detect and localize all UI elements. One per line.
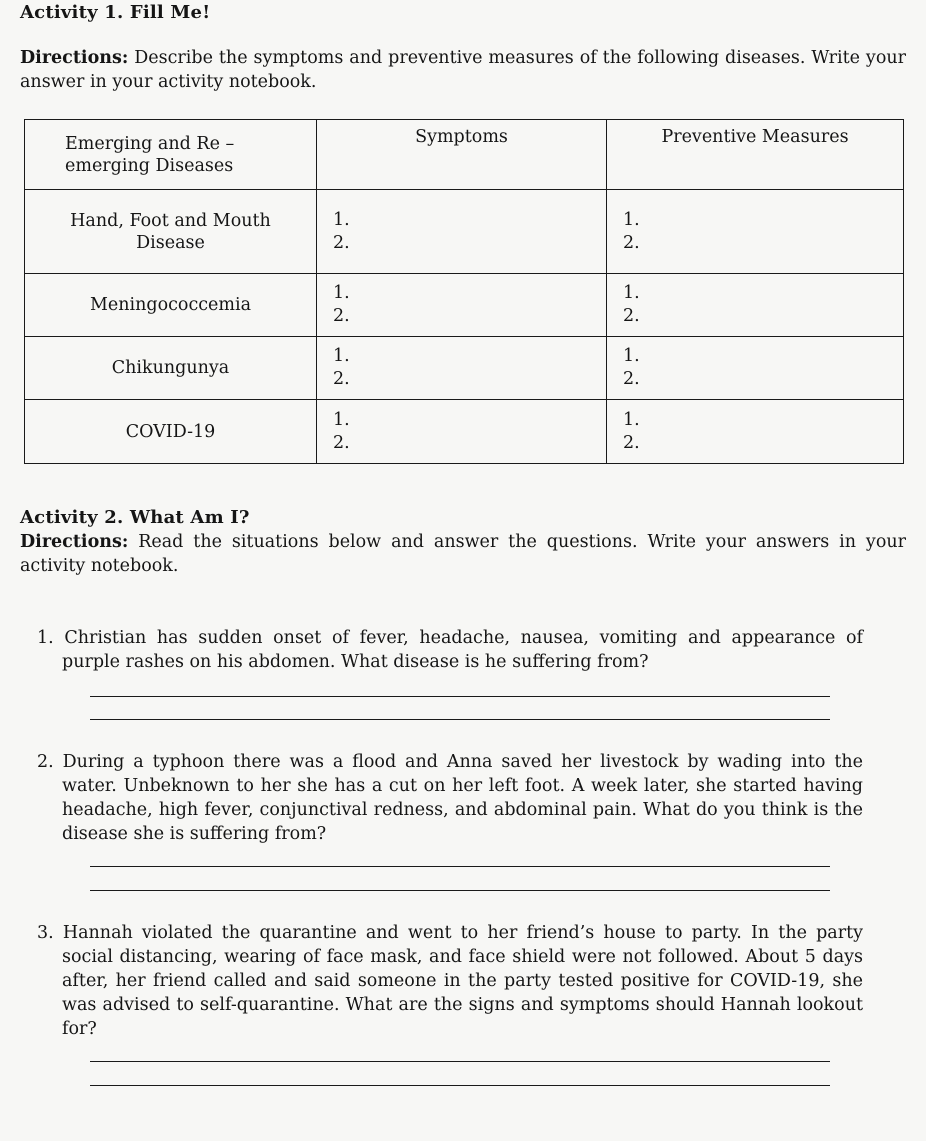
preventive-line: 2. [623, 369, 640, 389]
header-preventive: Preventive Measures [607, 120, 904, 190]
preventive-cell[interactable] [607, 190, 904, 274]
symptom-line: 1. [333, 409, 350, 430]
preventive-line: 2. [623, 306, 640, 326]
symptom-line: 1. [333, 209, 350, 230]
preventive-line: 1. [623, 209, 640, 230]
activity2-title: Activity 2. What Am I? [20, 507, 250, 528]
disease-name: COVID-19 [25, 400, 317, 464]
table-row [25, 190, 904, 274]
symptoms-cell[interactable] [317, 274, 607, 337]
activity2-directions-label: Directions: [20, 532, 129, 552]
activity1-directions [20, 46, 906, 94]
activity1-directions-text: Describe the symptoms and preventive measures of the following diseases. Write your answer in your activity notebook. [20, 48, 906, 92]
answer-line[interactable] [90, 696, 830, 697]
question-1: 1. Christian has sudden onset of fever, headache, nausea, vomiting and appearance of purple rashes on his abdomen. What disease is he suffering from? [37, 628, 863, 672]
symptoms-cell[interactable] [317, 337, 607, 400]
table-row [25, 274, 904, 337]
answer-line[interactable] [90, 890, 830, 891]
preventive-line: 1. [623, 409, 640, 430]
symptom-line: 2. [333, 369, 350, 389]
table-header-row [25, 120, 904, 190]
symptom-line: 2. [333, 306, 350, 326]
preventive-line: 1. [623, 283, 640, 303]
symptom-line: 1. [333, 346, 350, 366]
activity2-directions [20, 530, 906, 578]
preventive-cell[interactable] [607, 400, 904, 464]
activity2-directions-text: Read the situations below and answer the questions. Write your answers in your activity notebook. [20, 532, 906, 576]
header-diseases: Emerging and Re – emerging Diseases [25, 120, 317, 190]
table-row [25, 400, 904, 464]
symptoms-cell[interactable] [317, 400, 607, 464]
disease-name: Meningococcemia [25, 274, 317, 337]
answer-line[interactable] [90, 1061, 830, 1062]
preventive-cell[interactable] [607, 274, 904, 337]
disease-name: Hand, Foot and Mouth Disease [25, 190, 317, 274]
answer-line[interactable] [90, 866, 830, 867]
header-symptoms: Symptoms [317, 120, 607, 190]
question-3: 3. Hannah violated the quarantine and went to her friend’s house to party. In the party social distancing, wearing of face mask, and face shield were not followed. About 5 days after, her friend called and said someone in the party tested positive for COVID-19, she was advised to self-quarantine. What are the signs and symptoms should Hannah lookout for? [37, 923, 863, 1039]
preventive-cell[interactable] [607, 337, 904, 400]
activity1-title: Activity 1. Fill Me! [20, 2, 211, 23]
disease-table [24, 119, 904, 464]
preventive-line: 2. [623, 232, 640, 253]
symptom-line: 2. [333, 432, 350, 453]
activity1-directions-label: Directions: [20, 48, 129, 68]
answer-line[interactable] [90, 1085, 830, 1086]
symptom-line: 2. [333, 232, 350, 253]
question-2: 2. During a typhoon there was a flood and Anna saved her livestock by wading into the water. Unbeknown to her she has a cut on her left foot. A week later, she started having headache, high fever, conjunctival redness, and abdominal pain. What do you think is the disease she is suffering from? [37, 752, 863, 844]
answer-line[interactable] [90, 719, 830, 720]
preventive-line: 1. [623, 346, 640, 366]
table-row [25, 337, 904, 400]
symptoms-cell[interactable] [317, 190, 607, 274]
symptom-line: 1. [333, 283, 350, 303]
disease-name: Chikungunya [25, 337, 317, 400]
preventive-line: 2. [623, 432, 640, 453]
